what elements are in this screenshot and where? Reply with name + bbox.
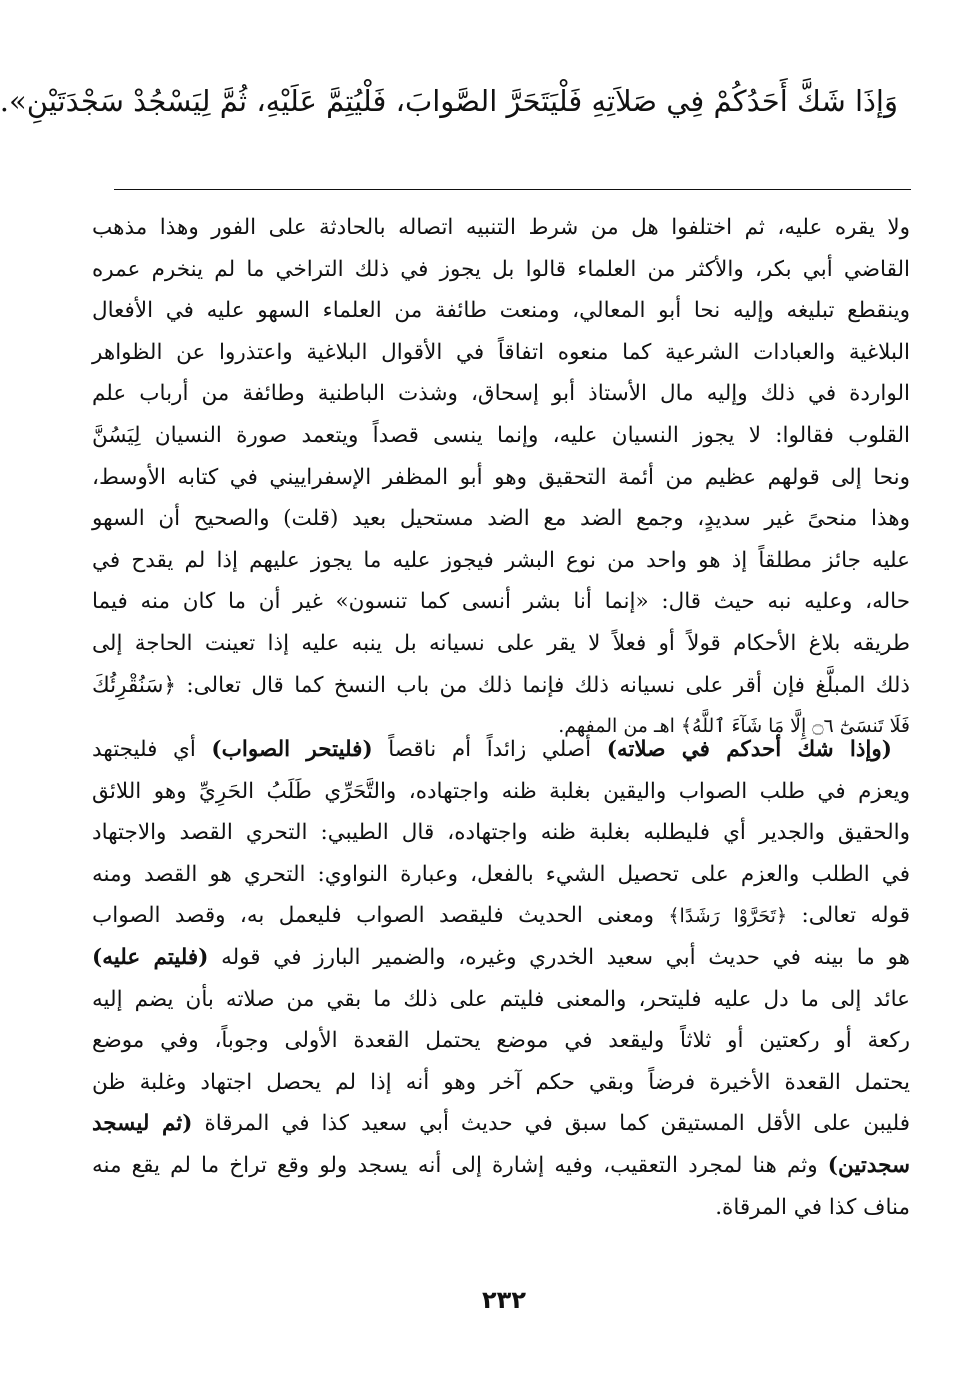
footnote-line: البلاغية والعبادات الشرعية كما منعوه اتفاقاً في الأقوال البلاغية واعتذروا عن الظواهر bbox=[92, 339, 910, 365]
footnote-line: القاضي أبي بكر، والأكثر من العلماء قالوا بل يجوز في ذلك التراخي ما لم ينخرم عمره bbox=[92, 256, 910, 282]
paren-open: ( bbox=[362, 737, 373, 762]
footnote-line: وينقطع تبليغه وإليه نحا أبو المعالي، ومنعت طائفة من العلماء السهو عليه في الأفعال bbox=[92, 298, 910, 324]
commentary-text: أي فليجتهد bbox=[92, 737, 212, 762]
commentary-line: عائد إلى ما دل عليه فليتحر، والمعنى فليتم على ذلك ما بقي من صلاته بأن يضم إليه bbox=[92, 986, 910, 1012]
commentary-line: مناف كذا في المرقاة. bbox=[715, 1194, 910, 1220]
commentary-text: ومعنى الحديث فليقصد الصواب فليعمل به، وقصد الصواب bbox=[92, 903, 669, 929]
commentary-text: أصلي زائداً أم ناقصاً bbox=[372, 737, 607, 762]
quran-quote: ﴿تَحَرَّوْا رَشَدًا﴾ bbox=[668, 905, 788, 928]
commentary-line bbox=[92, 895, 910, 937]
footnote-line-quran: فَلَا تَنسَىٰٓ ۝٦ إِلَّا مَا شَآءَ ٱللَّهُ﴾ اهـ من المفهم. bbox=[558, 715, 910, 738]
commentary-text: وثم هنا لمجرد التعقيب، وفيه إشارة إلى أنه يسجد ولو وقع تراخ ما لم يقع منه bbox=[92, 1152, 828, 1178]
page-number: ٢٣٢ bbox=[482, 1286, 526, 1314]
commentary-line: والحقيق والجدير أي فليطلبه بغلبة ظنه واجتهاده، قال الطيبي: التحري القصد والاجتهاد bbox=[92, 820, 910, 846]
paren-close: ) bbox=[606, 737, 617, 762]
hadith-phrase: فليتم عليه bbox=[102, 944, 199, 970]
hadith-phrase: سجدتين bbox=[837, 1152, 910, 1178]
footnote-line: ذلك المبلَّغ فإن أقر على نسيانه ذلك فإنما ذلك من باب النسخ كما قال تعالى: ﴿سَنُقْرِئُكَ bbox=[92, 672, 910, 698]
commentary-block bbox=[92, 729, 910, 1228]
footnote-line: القلوب فقالوا: لا يجوز النسيان عليه، وإنما ينسى قصداً ويتعمد صورة النسيان لِيَسُنَّ bbox=[92, 422, 910, 448]
hadith-line: وَإذَا شَكَّ أَحَدُكُمْ فِي صَلاَتِهِ فَلْيَتَحَرَّ الصَّوابَ، فَلْيُتِمَّ عَلَيْهِ، ثُمَّ لِيَسْجُدْ سَجْدَتَيْنِ». bbox=[0, 84, 898, 118]
commentary-line bbox=[92, 1145, 910, 1187]
commentary-text: هو ما بينه في حديث أبي سعيد الخدري وغيره، والضمير البارز في قوله bbox=[208, 944, 910, 970]
footnote-line: طريقه بلاغ الأحكام قولاً أو فعلاً لا يقر على نسيانه بل ينبه عليه إذا تعينت الحاجة إلى bbox=[92, 630, 910, 656]
footnote-separator-rule bbox=[114, 189, 911, 190]
commentary-line: يحتمل القعدة الأخيرة فرضاً وبقي حكم آخر وهو أنه إذا لم يحصل اجتهاد وغلبة ظن bbox=[92, 1069, 910, 1095]
commentary-line bbox=[92, 729, 910, 771]
paren-open: ( bbox=[881, 737, 892, 762]
commentary-line bbox=[92, 937, 910, 979]
commentary-line: ركعة أو ركعتين أو ثلاثاً وليقعد في موضع يحتمل القعدة الأولى وجوباً، وفي موضع bbox=[92, 1028, 910, 1054]
paren-close: ) bbox=[211, 737, 222, 762]
paren-open: ( bbox=[182, 1111, 193, 1137]
paren-open: ( bbox=[198, 944, 209, 970]
commentary-text: فليبن على الأقل المستيقن كما سبق في حديث أبي سعيد كذا في المرقاة bbox=[192, 1111, 910, 1137]
hadith-phrase: ثم ليسجد bbox=[92, 1111, 183, 1137]
commentary-text: قوله تعالى: bbox=[787, 903, 910, 929]
footnote-line: ونحا إلى قولهم عظيم من أئمة التحقيق وهو أبو المظفر الإسفراييني في كتابه الأوسط، bbox=[92, 464, 910, 490]
footnote-line: عليه جائز مطلقاً إذ هو واحد من نوع البشر فيجوز عليه ما يجوز عليهم إذا لم يقدح في bbox=[92, 547, 910, 573]
footnote-block bbox=[92, 207, 910, 748]
footnote-line: ولا يقره عليه، ثم اختلفوا هل من شرط التنبيه اتصاله بالحادثة على الفور وهذا مذهب bbox=[92, 215, 910, 240]
footnote-line: وهذا منحىً غير سديدٍ، وجمع الضد مع الضد مستحيل بعيد (قلت) والصحيح أن السهو bbox=[92, 506, 910, 532]
footnote-line: الواردة في ذلك وإليه مال الأستاذ أبو إسحاق، وشذت الباطنية وطائفة من أرباب علم bbox=[92, 381, 910, 407]
commentary-line: ويعزم في طلب الصواب واليقين بغلبة ظنه واجتهاده، والتَّحَرِّي طَلَبُ الحَرِيِّ وهو اللائق bbox=[92, 778, 910, 804]
commentary-line bbox=[92, 1103, 910, 1145]
footnote-line: حاله، وعليه نبه حيث قال: «إنما أنا بشر أنسى كما تنسون» غير أن ما كان منه فيما bbox=[92, 589, 910, 615]
hadith-phrase: فليتحر الصواب bbox=[221, 737, 363, 762]
commentary-line: في الطلب والعزم على تحصيل الشيء بالفعل، وعبارة النواوي: التحري هو القصد ومنه bbox=[92, 861, 910, 887]
paren-close: ) bbox=[827, 1152, 838, 1178]
hadith-phrase: وإذا شك أحدكم في صلاته bbox=[616, 737, 882, 762]
hadith-text bbox=[0, 70, 898, 132]
paren-close: ) bbox=[92, 944, 103, 970]
